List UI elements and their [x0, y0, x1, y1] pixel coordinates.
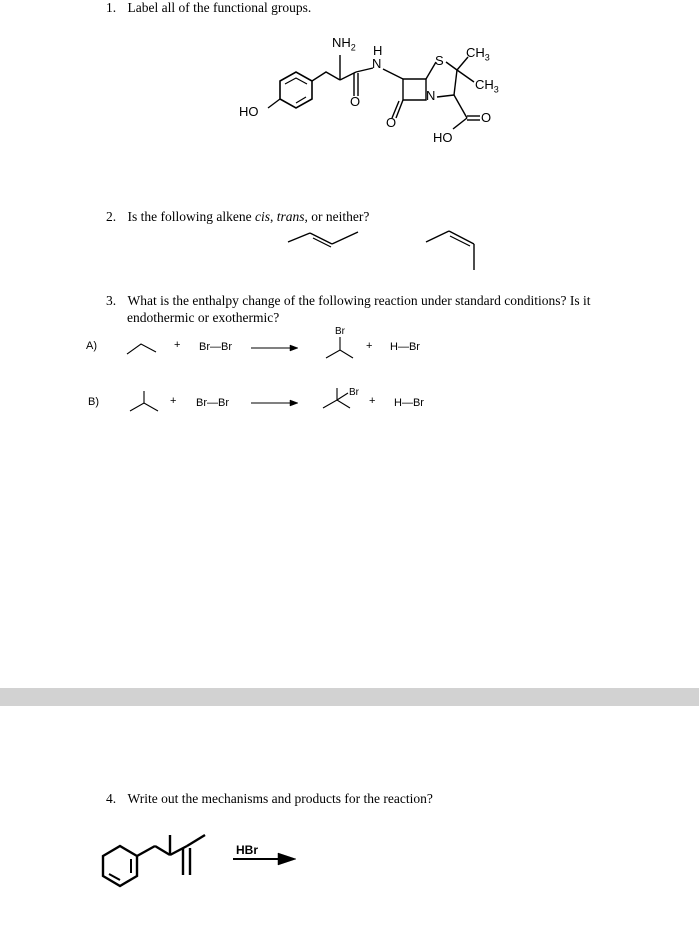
cis-word: cis [254, 209, 270, 224]
reaction-b-plus1: + [170, 395, 177, 407]
question-3-number: 3. [106, 293, 117, 308]
ch3-bottom-label: $CH_3$ [475, 77, 499, 95]
q4-ch2-bond [137, 846, 155, 856]
nh2-label: $NH_2$ [332, 35, 356, 53]
question-4-text: Write out the mechanisms and products for the reaction? [127, 791, 433, 806]
h-label: H [373, 43, 383, 58]
reaction-a-br: Br [335, 326, 345, 337]
question-3-line2: endothermic or exothermic? [127, 310, 280, 325]
ring-n-label: N [426, 88, 436, 103]
question-4-number: 4. [106, 791, 117, 806]
amide-n-label: N [372, 56, 382, 71]
question-3-line1: What is the enthalpy change of the following reaction under standard conditions? Is it [127, 293, 591, 308]
amide-o-label: O [350, 94, 361, 109]
question-1-text: Label all of the functional groups. [127, 0, 312, 15]
q4-arrow-head [278, 853, 296, 865]
question-2-suffix: , or neither? [304, 209, 370, 224]
question-2-number: 2. [106, 209, 117, 224]
question-1-number: 1. [106, 0, 117, 15]
question-2-prefix: Is the following alkene [127, 209, 255, 224]
reaction-b-br: Br [349, 387, 359, 398]
q4-methyl-right [187, 835, 205, 846]
question-2-sep: , [269, 209, 277, 224]
reaction-b-plus2: + [369, 395, 376, 407]
reaction-a-plus1: + [174, 339, 181, 351]
q4-chain-bond [155, 846, 170, 855]
q4-benzene-inner-1 [109, 874, 120, 880]
ch3-top-label: $CH_3$ [466, 45, 490, 63]
ho-bottom-label: HO [433, 130, 453, 145]
ho-left-label: HO [239, 104, 259, 119]
trans-word: trans [276, 209, 305, 224]
q4-reagent-label: HBr [236, 843, 259, 857]
reaction-b-label: B) [88, 396, 99, 408]
reaction-a-byproduct: H—Br [390, 341, 420, 353]
reaction-b-reagent: Br—Br [196, 397, 229, 409]
q4-to-alkene [170, 846, 187, 855]
reaction-a-label: A) [86, 340, 97, 352]
reaction-a-plus2: + [366, 340, 373, 352]
sulfur-label: S [435, 53, 444, 68]
reaction-b-byproduct: H—Br [394, 397, 424, 409]
acid-o-label: O [481, 110, 492, 125]
lactam-o-label: O [386, 115, 397, 130]
reaction-a-reagent: Br—Br [199, 341, 232, 353]
